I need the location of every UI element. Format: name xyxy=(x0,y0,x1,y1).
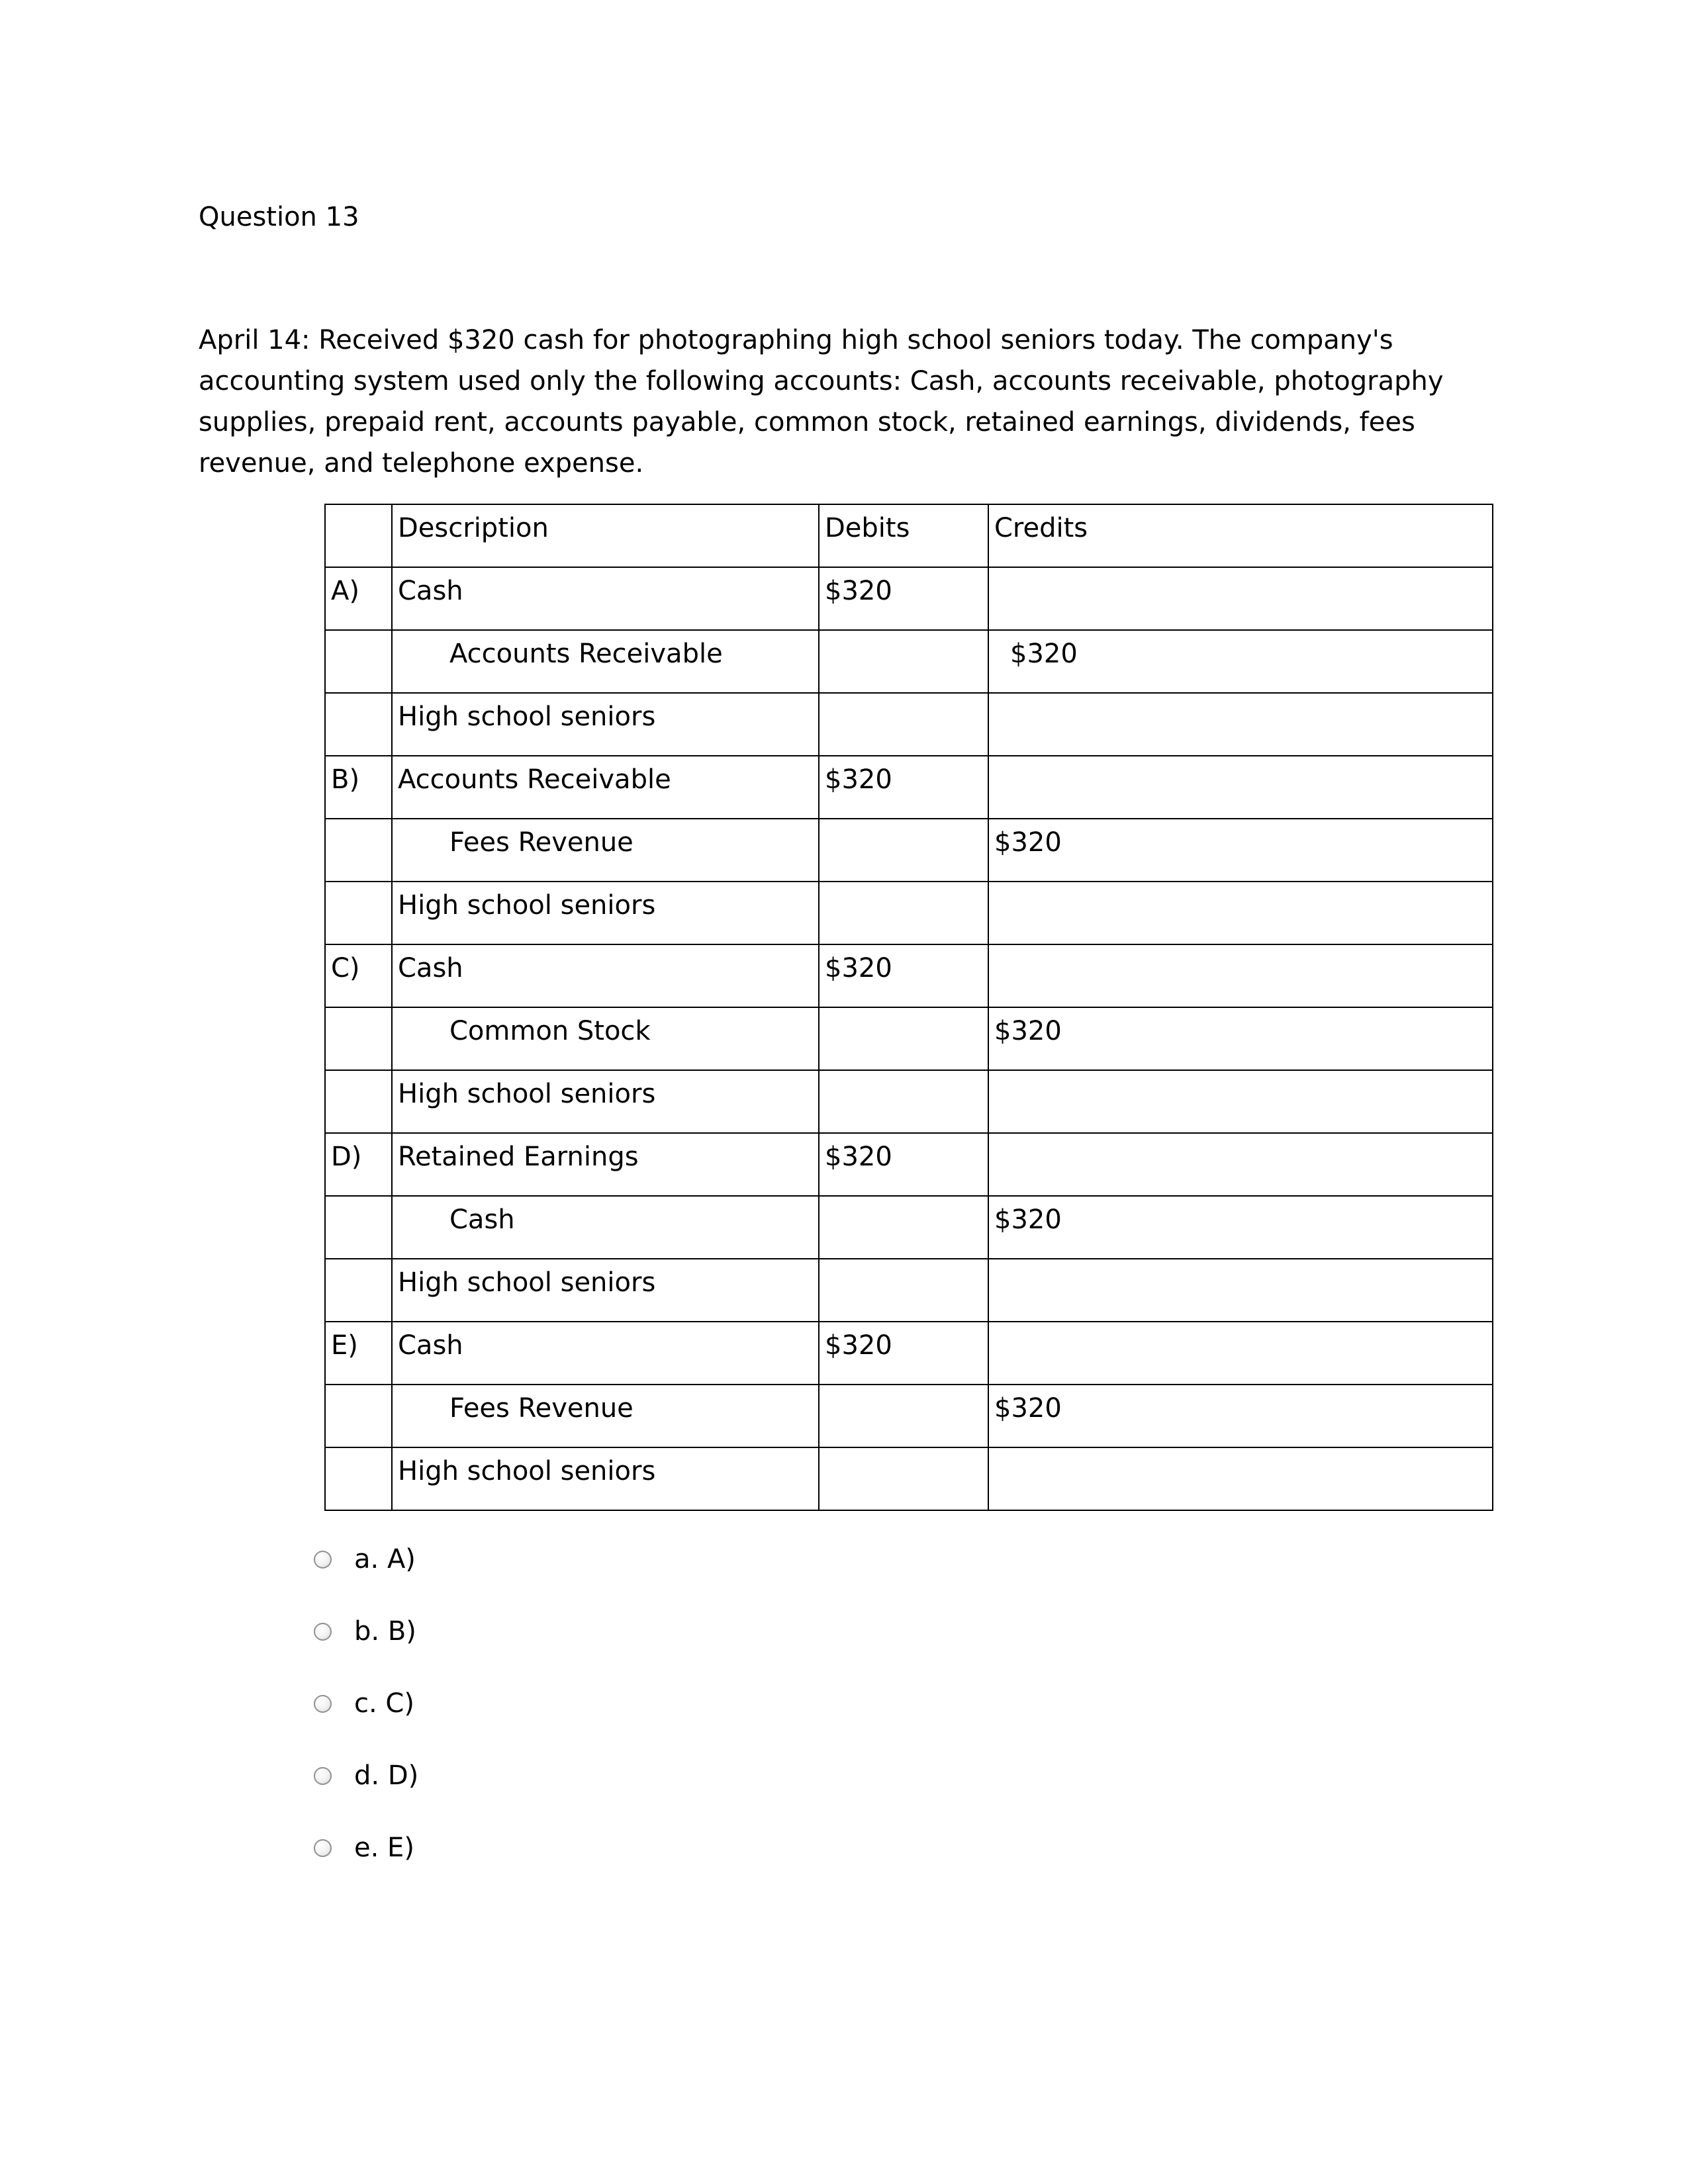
row-letter xyxy=(325,882,392,944)
radio-button-icon[interactable] xyxy=(314,1623,332,1641)
journal-row xyxy=(325,630,1493,693)
row-debit: $320 xyxy=(819,1322,988,1385)
row-description: Cash xyxy=(392,944,819,1007)
journal-row xyxy=(325,1196,1493,1259)
row-debit xyxy=(819,882,988,944)
journal-row xyxy=(325,567,1493,630)
row-description: Cash xyxy=(392,1322,819,1385)
row-credit: $320 xyxy=(988,1385,1493,1447)
row-description: Cash xyxy=(392,1196,819,1259)
journal-row xyxy=(325,756,1493,819)
row-credit xyxy=(988,1070,1493,1133)
radio-button-icon[interactable] xyxy=(314,1839,332,1857)
row-letter xyxy=(325,1447,392,1510)
row-letter xyxy=(325,1259,392,1322)
row-letter xyxy=(325,1196,392,1259)
row-letter: C) xyxy=(325,944,392,1007)
row-credit: $320 xyxy=(988,1196,1493,1259)
option-label: d. D) xyxy=(354,1760,419,1791)
row-description: Retained Earnings xyxy=(392,1133,819,1196)
journal-header-row xyxy=(325,504,1493,567)
row-credit: $320 xyxy=(988,819,1493,882)
row-description: Fees Revenue xyxy=(392,1385,819,1447)
row-debit xyxy=(819,693,988,756)
row-description: Fees Revenue xyxy=(392,819,819,882)
row-description: Cash xyxy=(392,567,819,630)
journal-row xyxy=(325,882,1493,944)
row-credit xyxy=(988,1259,1493,1322)
answer-option[interactable] xyxy=(314,1611,1489,1652)
row-debit xyxy=(819,630,988,693)
row-description: Accounts Receivable xyxy=(392,630,819,693)
row-letter: A) xyxy=(325,567,392,630)
option-label: b. B) xyxy=(354,1616,416,1647)
row-debit xyxy=(819,1259,988,1322)
row-credit xyxy=(988,944,1493,1007)
row-letter xyxy=(325,1007,392,1070)
journal-row xyxy=(325,1007,1493,1070)
answer-options xyxy=(314,1539,1489,1868)
row-debit xyxy=(819,819,988,882)
row-credit xyxy=(988,567,1493,630)
journal-entries-table xyxy=(324,504,1493,1511)
row-letter: B) xyxy=(325,756,392,819)
row-debit xyxy=(819,1447,988,1510)
journal-row xyxy=(325,1447,1493,1510)
journal-row xyxy=(325,1322,1493,1385)
row-credit: $320 xyxy=(988,630,1493,693)
row-description: Accounts Receivable xyxy=(392,756,819,819)
row-credit xyxy=(988,1322,1493,1385)
question-label: Question 13 xyxy=(199,202,359,232)
row-debit xyxy=(819,1070,988,1133)
row-description: High school seniors xyxy=(392,1259,819,1322)
journal-row xyxy=(325,693,1493,756)
journal-row xyxy=(325,1259,1493,1322)
row-description: High school seniors xyxy=(392,1447,819,1510)
question-text: April 14: Received $320 cash for photographing high school seniors today. The company's accounting system used only the following accounts: Cash, accounts receivable, photography supplies, prepaid rent, accounts payable, common stock, retained earnings, dividends, fees revenue, and telephone expense. xyxy=(199,325,1444,478)
journal-row xyxy=(325,1385,1493,1447)
header-debits: Debits xyxy=(819,504,988,567)
row-letter xyxy=(325,693,392,756)
row-letter: E) xyxy=(325,1322,392,1385)
row-debit: $320 xyxy=(819,756,988,819)
header-letter-cell xyxy=(325,504,392,567)
row-letter xyxy=(325,630,392,693)
row-debit xyxy=(819,1196,988,1259)
answer-option[interactable] xyxy=(314,1683,1489,1724)
row-credit xyxy=(988,1447,1493,1510)
row-debit: $320 xyxy=(819,567,988,630)
row-debit xyxy=(819,1007,988,1070)
row-debit: $320 xyxy=(819,1133,988,1196)
option-label: c. C) xyxy=(354,1688,414,1719)
row-description: High school seniors xyxy=(392,693,819,756)
header-description: Description xyxy=(392,504,819,567)
journal-row xyxy=(325,944,1493,1007)
row-credit xyxy=(988,882,1493,944)
row-credit: $320 xyxy=(988,1007,1493,1070)
row-credit xyxy=(988,1133,1493,1196)
row-description: High school seniors xyxy=(392,882,819,944)
row-letter xyxy=(325,1070,392,1133)
row-description: High school seniors xyxy=(392,1070,819,1133)
row-credit xyxy=(988,693,1493,756)
row-letter xyxy=(325,1385,392,1447)
row-debit xyxy=(819,1385,988,1447)
row-credit xyxy=(988,756,1493,819)
answer-option[interactable] xyxy=(314,1755,1489,1796)
radio-button-icon[interactable] xyxy=(314,1695,332,1713)
journal-row xyxy=(325,1070,1493,1133)
row-description: Common Stock xyxy=(392,1007,819,1070)
header-credits: Credits xyxy=(988,504,1493,567)
option-label: a. A) xyxy=(354,1544,416,1574)
row-letter: D) xyxy=(325,1133,392,1196)
radio-button-icon[interactable] xyxy=(314,1767,332,1785)
answer-option[interactable] xyxy=(314,1827,1489,1868)
radio-button-icon[interactable] xyxy=(314,1551,332,1569)
option-label: e. E) xyxy=(354,1833,414,1863)
journal-row xyxy=(325,1133,1493,1196)
row-debit: $320 xyxy=(819,944,988,1007)
answer-option[interactable] xyxy=(314,1539,1489,1580)
row-letter xyxy=(325,819,392,882)
journal-row xyxy=(325,819,1493,882)
